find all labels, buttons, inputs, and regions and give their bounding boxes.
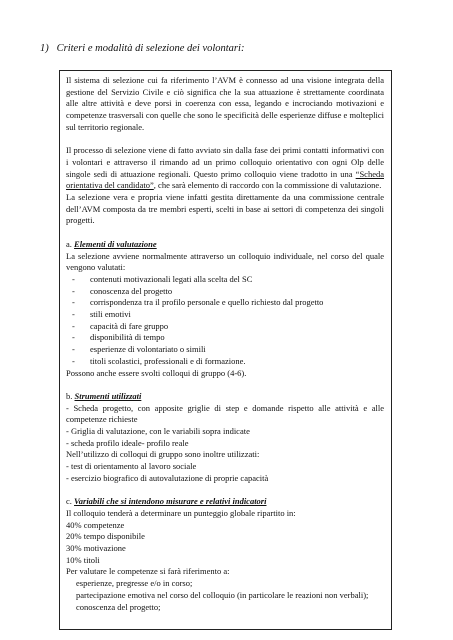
section-c-intro: Il colloquio tenderà a determinare un punteggio globale ripartito in: — [66, 507, 296, 518]
section-a-title: Elementi di valutazione — [74, 238, 157, 249]
list-item: - conoscenza del progetto — [72, 285, 173, 296]
selection-criteria-box — [59, 70, 392, 630]
section-c-letter: c. — [66, 496, 72, 507]
section-a-intro: La selezione avviene normalmente attraverso un colloquio individuale, nel corso del quale vengono valutati: — [66, 250, 384, 273]
process-text-end: , che sarà elemento di raccordo con la commissione di valutazione. — [153, 180, 382, 191]
list-item: - capacità di fare gruppo — [72, 320, 169, 331]
heading-title: Criteri e modalità di selezione dei volontari: — [56, 43, 245, 54]
section-b-heading — [66, 391, 384, 403]
list-item: - scheda profilo ideale- profilo reale — [66, 437, 189, 448]
process-paragraph — [66, 145, 384, 192]
section-b-title: Strumenti utilizzati — [74, 390, 142, 401]
section-c-title: Variabili che si intendono misurare e relativi indicatori — [74, 496, 267, 507]
list-item: - test di orientamento al lavoro sociale — [66, 461, 197, 472]
list-item: - esercizio biografico di autovalutazione di proprie capacità — [66, 472, 269, 483]
section-a-heading — [66, 239, 384, 251]
list-item: Nell’utilizzo di colloqui di gruppo sono inoltre utilizzati: — [66, 449, 260, 460]
list-item: - corrispondenza tra il profilo personale e quello richiesto dal progetto — [72, 297, 324, 308]
list-item: - disponibilità di tempo — [72, 332, 165, 343]
criteria-item: conoscenza del progetto; — [76, 601, 161, 612]
section-a-letter: a. — [66, 238, 72, 249]
section-b-paragraph: - Scheda progetto, con apposite griglie di step e domande rispetto alle attività e alle competenze richieste — [66, 402, 384, 425]
weight-item: 10% titoli — [66, 554, 100, 565]
selection-paragraph: La selezione vera e propria viene infatti gestita direttamente da una commissione centrale dell’AVM composta da tre membri esperti, scelti in base ai settori di competenza dei singoli progetti. — [66, 192, 384, 226]
list-item: - contenuti motivazionali legati alla scelta del SC — [72, 273, 253, 284]
intro-paragraph: Il sistema di selezione cui fa riferimento l’AVM è connesso ad una visione integrata della gestione del Servizio Civile e ciò significa che la sua attuazione è strettamente coordinata alle altre attività e deve porsi in coerenza con essa, legando e incrociando motivazioni e competenze trasversali con quelle che sono le specificità delle esperienze diffuse e molteplici sul territorio regionale. — [66, 75, 384, 132]
scheda-orientativa-link: “Scheda orientativa del candidato” — [66, 168, 384, 191]
criteria-intro: Per valutare le competenze si farà riferimento a: — [66, 566, 230, 577]
criteria-item: partecipazione emotiva nel corso del colloquio (in particolare le reazioni non verbali); — [76, 589, 369, 600]
list-item: - esperienze di volontariato o simili — [72, 344, 206, 355]
section-heading — [40, 43, 244, 54]
criteria-item: esperienze, pregresse e/o in corso; — [76, 578, 193, 589]
list-item: - Griglia di valutazione, con le variabili sopra indicate — [66, 426, 250, 437]
weight-item: 20% tempo disponibile — [66, 531, 145, 542]
section-b-letter: b. — [66, 390, 73, 401]
list-item: - titoli scolastici, professionali e di formazione. — [72, 355, 246, 366]
section-c-heading — [66, 496, 384, 508]
heading-number: 1) — [40, 43, 49, 54]
weight-item: 30% motivazione — [66, 543, 126, 554]
section-a-outro: Possono anche essere svolti colloqui di gruppo (4-6). — [66, 367, 247, 378]
evaluation-elements-list — [66, 274, 384, 368]
process-text-start: Il processo di selezione viene di fatto avviato sin dalla fase dei primi contatti informativi con i volontari e attraverso il rimando ad un primo colloquio orientativo con ogni Olp delle singole sedi di attuazione regionali. Questo primo colloquio viene tradotto in una — [66, 145, 384, 179]
weight-item: 40% competenze — [66, 519, 125, 530]
list-item: - stili emotivi — [72, 309, 131, 320]
